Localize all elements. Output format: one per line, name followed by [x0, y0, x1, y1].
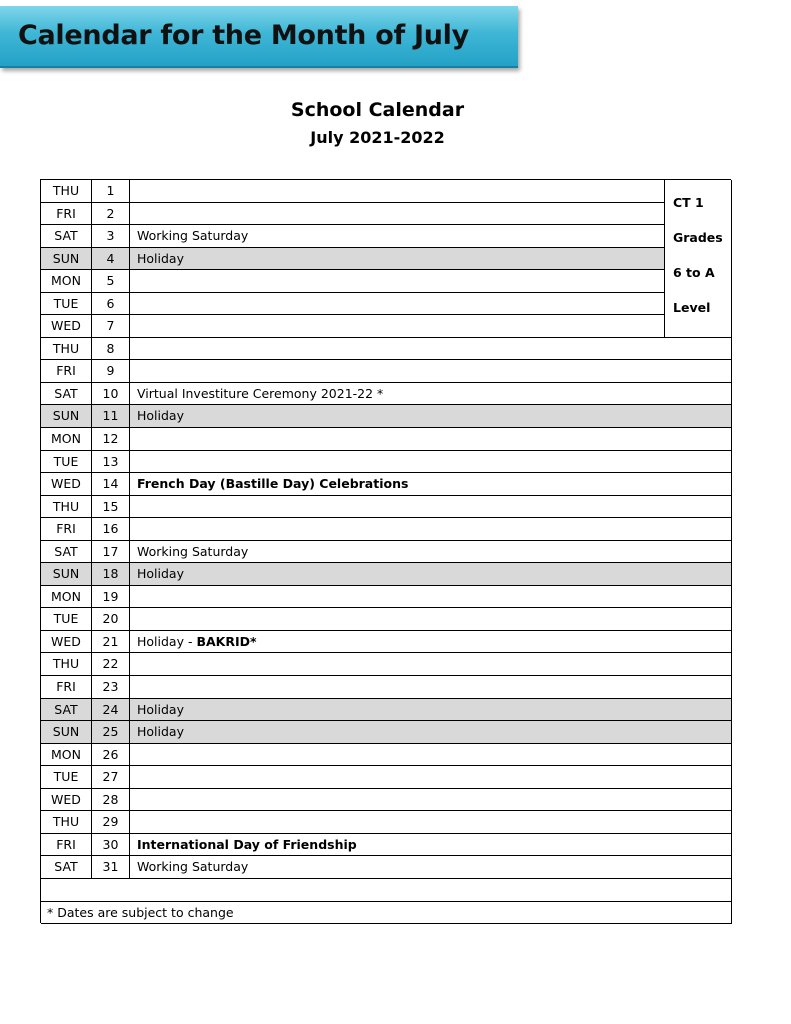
date-cell: 21: [92, 631, 130, 654]
header-banner: [0, 6, 518, 68]
event-cell: [130, 608, 732, 631]
event-cell: [130, 563, 732, 586]
event-text: Working Saturday: [137, 859, 249, 875]
day-cell: SAT: [41, 699, 92, 722]
day-cell: MON: [41, 270, 92, 293]
event-cell: [130, 225, 665, 248]
event-cell: [130, 586, 732, 609]
date-cell: 15: [92, 496, 130, 519]
blank-row: [41, 879, 732, 902]
day-cell: THU: [41, 496, 92, 519]
banner-title: Calendar for the Month of July: [18, 20, 469, 51]
date-cell: 10: [92, 383, 130, 406]
date-cell: 14: [92, 473, 130, 496]
calendar-table: [40, 179, 731, 923]
event-cell: [130, 721, 732, 744]
date-cell: 1: [92, 180, 130, 203]
date-cell: 13: [92, 451, 130, 474]
day-cell: MON: [41, 586, 92, 609]
event-cell: [130, 405, 732, 428]
document-subtitle: July 2021-2022: [310, 128, 445, 147]
date-cell: 23: [92, 676, 130, 699]
date-cell: 2: [92, 203, 130, 226]
date-cell: 3: [92, 225, 130, 248]
event-cell: [130, 789, 732, 812]
event-cell: [130, 428, 732, 451]
event-cell: [130, 248, 665, 271]
date-cell: 12: [92, 428, 130, 451]
date-cell: 24: [92, 699, 130, 722]
date-cell: 17: [92, 541, 130, 564]
day-cell: TUE: [41, 451, 92, 474]
day-cell: THU: [41, 811, 92, 834]
date-cell: 16: [92, 518, 130, 541]
date-cell: 7: [92, 315, 130, 338]
side-note-line: 6 to A: [673, 265, 715, 280]
event-cell: [130, 834, 732, 857]
day-cell: SUN: [41, 721, 92, 744]
event-cell: [130, 451, 732, 474]
date-cell: 30: [92, 834, 130, 857]
day-cell: WED: [41, 315, 92, 338]
event-text: Holiday: [137, 724, 184, 740]
date-cell: 29: [92, 811, 130, 834]
day-cell: SAT: [41, 225, 92, 248]
footnote: * Dates are subject to change: [41, 902, 732, 925]
calendar-grid: [40, 179, 731, 923]
event-cell: [130, 473, 732, 496]
event-cell: [130, 383, 732, 406]
side-note: [665, 180, 732, 338]
event-text: Holiday: [137, 408, 184, 424]
day-cell: THU: [41, 338, 92, 361]
date-cell: 19: [92, 586, 130, 609]
event-cell: [130, 293, 665, 316]
day-cell: TUE: [41, 608, 92, 631]
event-text-bold: BAKRID*: [196, 633, 257, 649]
day-cell: THU: [41, 180, 92, 203]
event-text: Holiday: [137, 701, 184, 717]
day-cell: TUE: [41, 766, 92, 789]
date-cell: 4: [92, 248, 130, 271]
date-cell: 22: [92, 653, 130, 676]
event-cell: [130, 315, 665, 338]
day-cell: SAT: [41, 541, 92, 564]
event-cell: [130, 744, 732, 767]
date-cell: 6: [92, 293, 130, 316]
event-text: International Day of Friendship: [137, 836, 357, 852]
date-cell: 25: [92, 721, 130, 744]
date-cell: 20: [92, 608, 130, 631]
event-cell: [130, 203, 665, 226]
event-text: French Day (Bastille Day) Celebrations: [137, 476, 409, 492]
day-cell: FRI: [41, 676, 92, 699]
event-cell: [130, 338, 732, 361]
date-cell: 18: [92, 563, 130, 586]
day-cell: FRI: [41, 360, 92, 383]
event-cell: [130, 676, 732, 699]
date-cell: 28: [92, 789, 130, 812]
event-text: Holiday: [137, 250, 184, 266]
event-cell: [130, 811, 732, 834]
side-note-line: Level: [673, 300, 711, 315]
document-title: School Calendar: [290, 99, 465, 121]
day-cell: WED: [41, 789, 92, 812]
date-cell: 9: [92, 360, 130, 383]
day-cell: THU: [41, 653, 92, 676]
date-cell: 8: [92, 338, 130, 361]
event-cell: [130, 518, 732, 541]
date-cell: 31: [92, 856, 130, 879]
event-cell: [130, 631, 732, 654]
day-cell: SUN: [41, 405, 92, 428]
day-cell: FRI: [41, 834, 92, 857]
date-cell: 5: [92, 270, 130, 293]
event-cell: [130, 270, 665, 293]
day-cell: MON: [41, 744, 92, 767]
side-note-line: Grades: [673, 230, 723, 245]
date-cell: 27: [92, 766, 130, 789]
event-cell: [130, 496, 732, 519]
event-cell: [130, 856, 732, 879]
event-cell: [130, 766, 732, 789]
day-cell: FRI: [41, 518, 92, 541]
day-cell: WED: [41, 473, 92, 496]
date-cell: 11: [92, 405, 130, 428]
event-text: Virtual Investiture Ceremony 2021-22 *: [137, 385, 384, 401]
event-cell: [130, 180, 665, 203]
day-cell: SUN: [41, 248, 92, 271]
event-cell: [130, 653, 732, 676]
event-text: Working Saturday: [137, 228, 249, 244]
day-cell: TUE: [41, 293, 92, 316]
day-cell: MON: [41, 428, 92, 451]
date-cell: 26: [92, 744, 130, 767]
event-cell: [130, 541, 732, 564]
side-note-line: CT 1: [673, 195, 704, 210]
day-cell: WED: [41, 631, 92, 654]
event-cell: [130, 360, 732, 383]
event-text: Working Saturday: [137, 543, 249, 559]
day-cell: SUN: [41, 563, 92, 586]
event-text: Holiday: [137, 566, 184, 582]
day-cell: SAT: [41, 383, 92, 406]
day-cell: FRI: [41, 203, 92, 226]
day-cell: SAT: [41, 856, 92, 879]
event-cell: [130, 699, 732, 722]
event-text: Holiday -: [137, 633, 197, 649]
